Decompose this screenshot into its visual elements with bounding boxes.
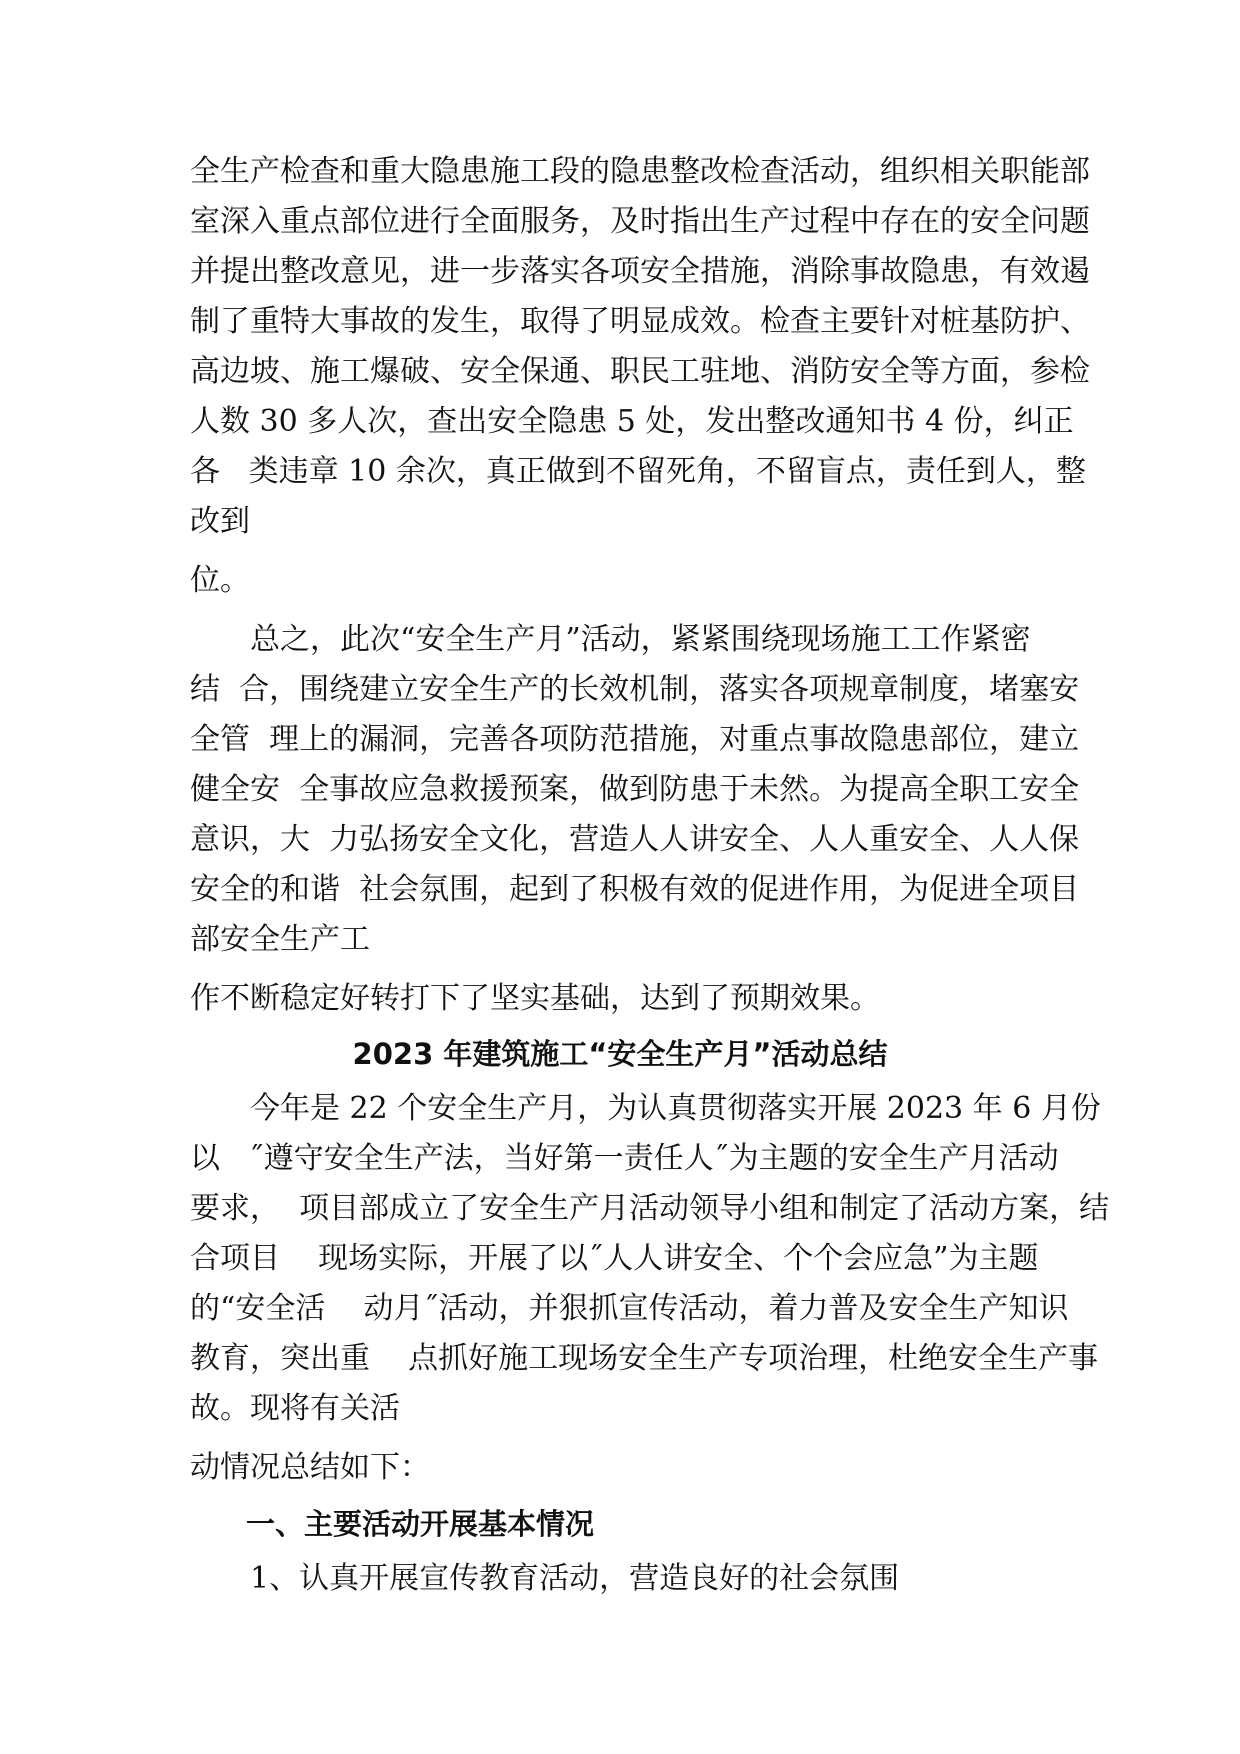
paragraph-line: 故。现将有关活 xyxy=(190,1391,400,1426)
paragraph-line: 动情况总结如下： xyxy=(190,1450,430,1485)
paragraph-line: 制了重特大事故的发生，取得了明显成效。检查主要针对桩基防护、 xyxy=(190,304,1090,339)
paragraph-line: 室深入重点部位进行全面服务，及时指出生产过程中存在的安全问题 xyxy=(190,204,1090,239)
paragraph-line: 各 类违章 10 余次，真正做到不留死角，不留盲点，责任到人，整 xyxy=(190,454,1086,489)
paragraph-line: 人数 30 多人次，查出安全隐患 5 处，发出整改通知书 4 份，纠正 xyxy=(190,404,1074,439)
paragraph-line: 位。 xyxy=(190,563,250,598)
paragraph-line: 以 ˝遵守安全生产法，当好第一责任人˝为主题的安全生产月活动 xyxy=(190,1141,1059,1176)
paragraph-line: 结 合，围绕建立安全生产的长效机制，落实各项规章制度，堵塞安 xyxy=(190,672,1080,707)
paragraph-line: 意识，大 力弘扬安全文化，营造人人讲安全、人人重安全、人人保 xyxy=(190,822,1080,857)
paragraph-line: 安全的和谐 社会氛围，起到了积极有效的促进作用，为促进全项目 xyxy=(190,872,1080,907)
paragraph-line: 作不断稳定好转打下了坚实基础，达到了预期效果。 xyxy=(190,981,880,1016)
paragraph-line: 全管 理上的漏洞，完善各项防范措施，对重点事故隐患部位，建立 xyxy=(190,722,1080,757)
paragraph-line: 总之，此次“安全生产月”活动，紧紧围绕现场施工工作紧密 xyxy=(250,622,1031,657)
paragraph-line: 高边坡、施工爆破、安全保通、职民工驻地、消防安全等方面，参检 xyxy=(190,354,1090,389)
paragraph-line: 要求， 项目部成立了安全生产月活动领导小组和制定了活动方案，结 xyxy=(190,1191,1110,1226)
paragraph-line: 合项目 现场实际，开展了以˝人人讲安全、个个会应急”为主题 xyxy=(190,1241,1039,1276)
paragraph-line: 改到 xyxy=(190,504,250,539)
paragraph-line: 教育，突出重 点抓好施工现场安全生产专项治理，杜绝安全生产事 xyxy=(190,1341,1099,1376)
list-item: 1、认真开展宣传教育活动，营造良好的社会氛围 xyxy=(250,1561,900,1596)
document-title: 2023 年建筑施工“安全生产月”活动总结 xyxy=(352,1037,888,1071)
paragraph-line: 健全安 全事故应急救援预案，做到防患于未然。为提高全职工安全 xyxy=(190,772,1080,807)
paragraph-line: 并提出整改意见，进一步落实各项安全措施，消除事故隐患，有效遏 xyxy=(190,254,1090,289)
paragraph-line: 部安全生产工 xyxy=(190,922,370,957)
paragraph-line: 全生产检查和重大隐患施工段的隐患整改检查活动，组织相关职能部 xyxy=(190,154,1090,189)
paragraph-line: 今年是 22 个安全生产月，为认真贯彻落实开展 2023 年 6 月份 xyxy=(250,1091,1101,1126)
section-heading: 一、主要活动开展基本情况 xyxy=(246,1507,595,1541)
paragraph-line: 的“安全活 动月˝活动，并狠抓宣传活动，着力普及安全生产知识 xyxy=(190,1291,1069,1326)
